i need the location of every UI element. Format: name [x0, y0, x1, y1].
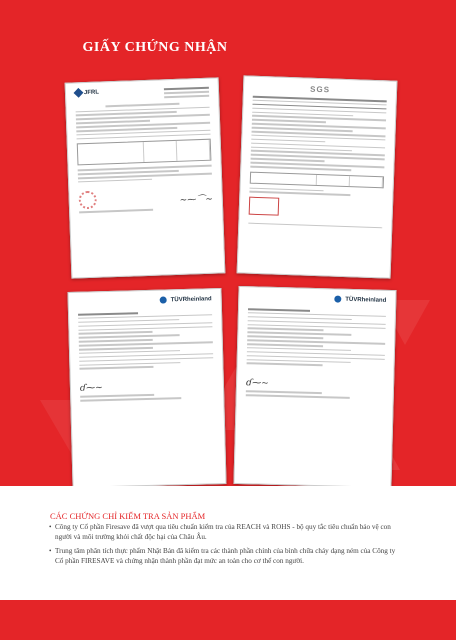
bullet-list	[50, 522, 400, 570]
certificate-tuv-image-2	[233, 286, 396, 486]
certificate-jfrl-image	[65, 77, 226, 278]
certificate-tuv-image-1	[67, 288, 226, 486]
product-test-section	[0, 486, 456, 640]
section-title: CÁC CHỨNG CHỈ KIỂM TRA SẢN PHẨM	[50, 511, 206, 521]
signature: ɗ⁓~	[245, 378, 269, 389]
jfrl-logo: JFRL	[75, 89, 99, 97]
list-item: • Công ty Cổ phần Firesave đã vượt qua tiêu chuẩn kiểm tra của REACH và ROHS - bộ quy tắc tiêu chuẩn bảo vệ con người và môi trường khỏi chất độc hại của Châu Âu.	[50, 522, 400, 543]
signature: ~⁓⌒~	[179, 194, 213, 206]
page-title: GIẤY CHỨNG NHẬN	[82, 40, 228, 55]
footer-band	[0, 600, 456, 640]
tuv-logo: TÜVRheinland	[160, 295, 212, 303]
list-item: • Trung tâm phân tích thực phẩm Nhật Bản đã kiểm tra các thành phần chính của bình chữa cháy dạng ném của Công ty Cổ phần FIRESAVE và chứng nhận thành phần đạt mức an toàn cho cơ thể con người.	[50, 546, 400, 567]
signature: ɗ⁓~	[79, 383, 103, 394]
seal-icon	[78, 191, 97, 210]
stamp-icon	[249, 197, 280, 216]
sgs-logo: SGS	[309, 84, 331, 95]
certificate-sgs-image	[237, 75, 398, 278]
tuv-logo: TÜVRheinland	[334, 295, 386, 303]
